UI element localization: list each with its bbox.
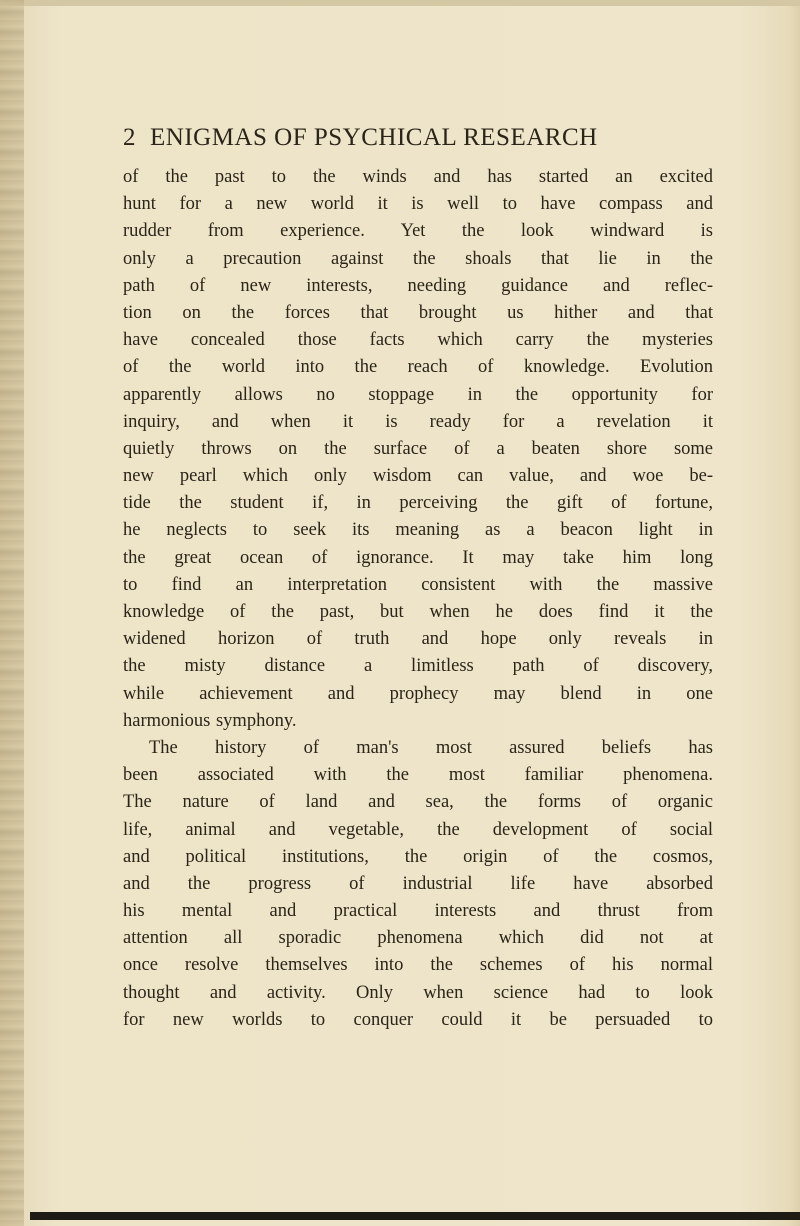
text-line: to find an interpretation consistent with the massive <box>123 574 713 595</box>
text-line: rudder from experience. Yet the look windward is <box>123 221 713 242</box>
text-line: the misty distance a limitless path of discovery, <box>123 656 713 677</box>
text-line: and the progress of industrial life have absorbed <box>123 873 713 894</box>
bottom-edge-rule <box>30 1212 800 1220</box>
text-line: been associated with the most familiar phenomena. <box>123 765 713 786</box>
text-line: the great ocean of ignorance. It may take him long <box>123 547 713 568</box>
text-line: new pearl which only wisdom can value, and woe be- <box>123 466 713 487</box>
text-line: path of new interests, needing guidance and reflec- <box>123 275 713 296</box>
text-line: of the past to the winds and has started an excited <box>123 167 713 187</box>
text-line: harmonious symphony. <box>123 710 297 731</box>
text-line: widened horizon of truth and hope only reveals in <box>123 629 713 650</box>
text-line: tion on the forces that brought us hither and that <box>123 302 713 323</box>
top-edge-shadow <box>0 0 800 6</box>
text-line: have concealed those facts which carry the mysteries <box>123 330 713 351</box>
text-line: inquiry, and when it is ready for a revelation it <box>123 411 713 432</box>
text-line: only a precaution against the shoals that lie in the <box>123 248 713 269</box>
binding-edge <box>0 0 24 1226</box>
text-line: he neglects to seek its meaning as a beacon light in <box>123 520 713 541</box>
text-line: apparently allows no stoppage in the opportunity for <box>123 384 713 405</box>
body-text <box>123 164 713 1034</box>
text-line: The nature of land and sea, the forms of organic <box>123 792 713 813</box>
text-line: and political institutions, the origin of the cosmos, <box>123 846 713 867</box>
text-line: tide the student if, in perceiving the gift of fortune, <box>123 493 713 514</box>
text-line: once resolve themselves into the schemes of his normal <box>123 955 713 976</box>
running-head-title: ENIGMAS OF PSYCHICAL RESEARCH <box>150 124 598 151</box>
text-line: hunt for a new world it is well to have compass and <box>123 194 713 215</box>
text-line: The history of man's most assured beliefs has <box>149 737 713 758</box>
text-line: life, animal and vegetable, the development of social <box>123 819 713 840</box>
text-line: of the world into the reach of knowledge. Evolution <box>123 357 713 378</box>
page-number: 2 <box>123 124 136 151</box>
text-line: quietly throws on the surface of a beaten shore some <box>123 438 713 459</box>
text-line: attention all sporadic phenomena which did not at <box>123 928 713 949</box>
running-head <box>123 124 723 160</box>
text-line: his mental and practical interests and thrust from <box>123 901 713 922</box>
text-line: for new worlds to conquer could it be persuaded to <box>123 1009 713 1030</box>
text-line: knowledge of the past, but when he does find it the <box>123 602 713 622</box>
text-line: thought and activity. Only when science had to look <box>123 982 713 1003</box>
text-line: while achievement and prophecy may blend in one <box>123 683 713 704</box>
